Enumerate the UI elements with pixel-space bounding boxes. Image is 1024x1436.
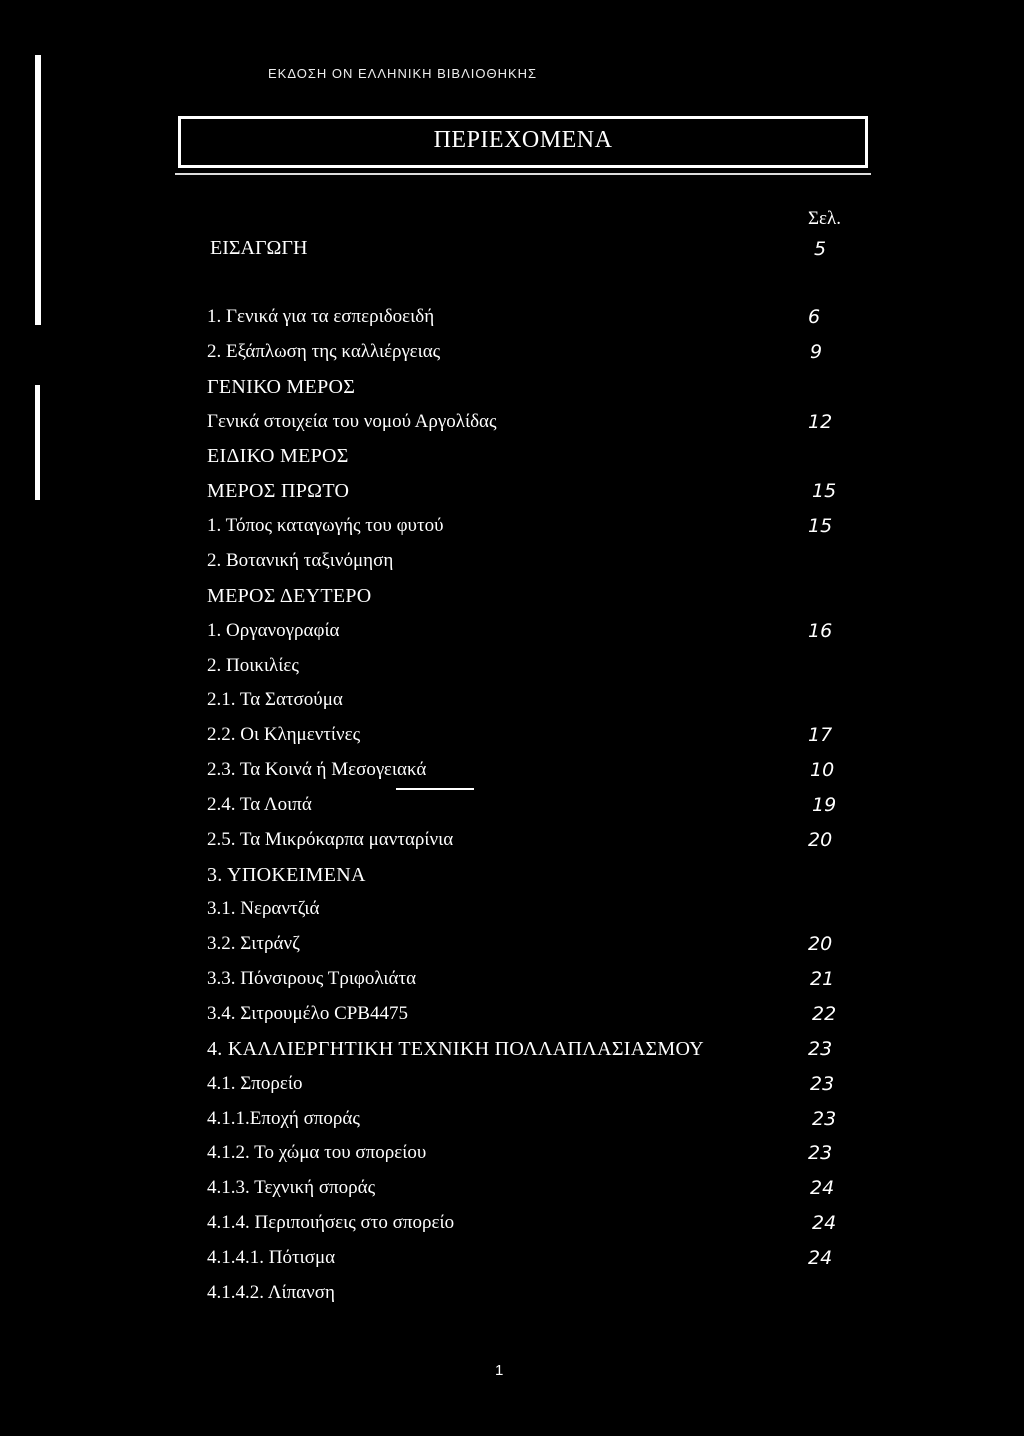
toc-entry: 4.1.3. Τεχνική σποράς [207,1177,376,1198]
toc-entry: 3.1. Νεραντζιά [207,898,320,919]
toc-page-number: 23 [810,1073,835,1095]
toc-page-number: 21 [810,968,835,990]
toc-entry: ΕΙΔΙΚΟ ΜΕΡΟΣ [207,445,349,467]
toc-entry: 4.1.2. Το χώμα του σπορείου [207,1142,427,1163]
scan-edge-mark-top [35,55,41,325]
toc-entry: 4.1. Σπορείο [207,1073,303,1094]
toc-entry: 3.2. Σιτράνζ [207,933,300,954]
toc-entry: 4.1.1.Εποχή σποράς [207,1108,360,1129]
toc-page-number: 9 [810,341,823,363]
toc-page-number: 24 [810,1177,835,1199]
page-title: ΠΕΡΙΕΧΟΜΕΝΑ [433,127,613,153]
toc-entry: 4.1.4. Περιποιήσεις στο σπορείο [207,1212,455,1233]
toc-page-number: 15 [808,515,833,537]
toc-page-number: 23 [812,1108,837,1130]
toc-page-number: 10 [810,759,835,781]
toc-page-number: 15 [812,480,837,502]
toc-entry: 2.4. Τα Λοιπά [207,794,312,815]
scan-edge-mark-bottom [35,385,40,500]
toc-page-intro: 5 [814,238,827,260]
toc-entry: ΓΕΝΙΚΟ ΜΕΡΟΣ [207,376,356,398]
toc-entry: Γενικά στοιχεία του νομού Αργολίδας [207,411,497,432]
toc-entry: 1. Οργανογραφία [207,620,340,641]
handwritten-underline [396,788,474,790]
toc-entry: ΜΕΡΟΣ ΔΕΥΤΕΡΟ [207,585,372,607]
toc-page-number: 24 [808,1247,833,1269]
toc-page-number: 17 [808,724,833,746]
toc-page-number: 23 [808,1142,833,1164]
pages-column-header: Σελ. [808,208,841,229]
toc-entry: 3. ΥΠΟΚΕΙΜΕΝΑ [207,864,366,886]
toc-entry: 2.1. Τα Σατσούμα [207,689,343,710]
toc-page-number: 20 [808,829,833,851]
title-box [178,116,868,168]
toc-entry: 3.4. Σιτρουμέλο CPB4475 [207,1003,408,1024]
toc-entry: 4.1.4.1. Πότισμα [207,1247,336,1268]
toc-entry: 2. Εξάπλωση της καλλιέργειας [207,341,441,362]
toc-entry: 1. Γενικά για τα εσπεριδοειδή [207,306,435,327]
toc-page-number: 19 [812,794,837,816]
toc-entry: 1. Τόπος καταγωγής του φυτού [207,515,444,536]
toc-page-number: 20 [808,933,833,955]
toc-entry: 2.2. Οι Κλημεντίνες [207,724,361,745]
toc-entry: 4. ΚΑΛΛΙΕΡΓΗΤΙΚΗ ΤΕΧΝΙΚΗ ΠΟΛΛΑΠΛΑΣΙΑΣΜΟΥ [207,1038,704,1060]
toc-entry: 3.3. Πόνσιρους Τριφολιάτα [207,968,417,989]
library-stamp: ΕΚΔΟΣΗ ΟΝ ΕΛΛΗΝΙΚΗ ΒΙΒΛΙΟΘΗΚΗΣ [268,66,538,81]
toc-page-number: 23 [808,1038,833,1060]
toc-entry: ΜΕΡΟΣ ΠΡΩΤΟ [207,480,350,502]
page-number: 1 [495,1362,504,1379]
toc-page-number: 22 [812,1003,837,1025]
toc-entry-intro: ΕΙΣΑΓΩΓΗ [210,237,308,259]
toc-entry: 2. Ποικιλίες [207,655,299,676]
toc-entry: 2. Βοτανική ταξινόμηση [207,550,394,571]
toc-entry: 2.3. Τα Κοινά ή Μεσογειακά [207,759,427,780]
toc-entry: 4.1.4.2. Λίπανση [207,1282,335,1303]
toc-entry: 2.5. Τα Μικρόκαρπα μανταρίνια [207,829,454,850]
toc-page-number: 12 [808,411,833,433]
toc-page-number: 6 [808,306,821,328]
toc-page-number: 16 [808,620,833,642]
toc-page-number: 24 [812,1212,837,1234]
